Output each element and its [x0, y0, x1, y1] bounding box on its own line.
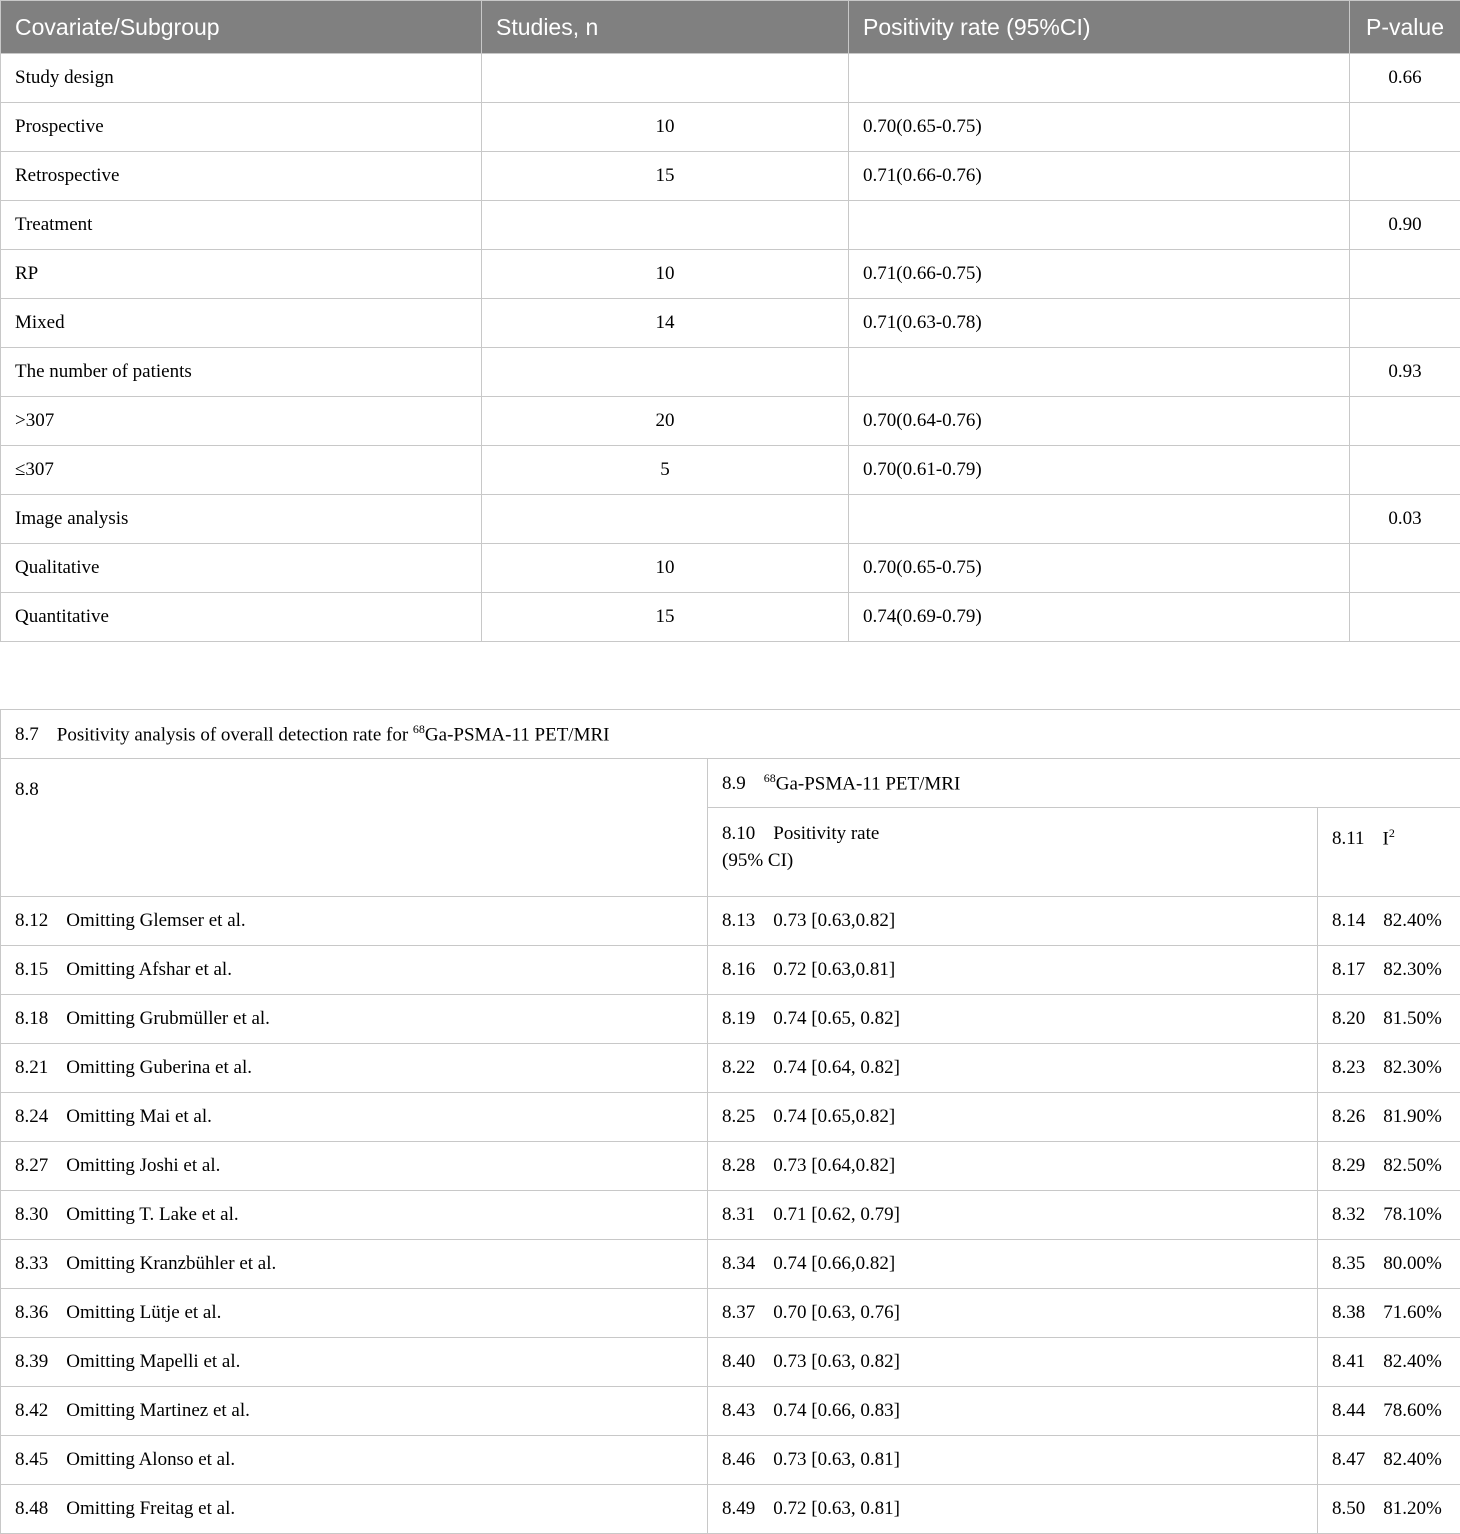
row-number: 8.15 [15, 959, 48, 981]
row-number: 8.37 [722, 1302, 755, 1324]
row-number: 8.18 [15, 1008, 48, 1030]
row-number: 8.46 [722, 1449, 755, 1471]
row-number: 8.32 [1332, 1204, 1365, 1226]
superscript: 68 [413, 722, 425, 736]
cell-value: 0.71 [0.62, 0.79] [773, 1204, 900, 1225]
table-cell: 0.70(0.64-0.76) [849, 397, 1350, 446]
table-row [1, 250, 1460, 299]
cell-value: Omitting Martinez et al. [66, 1400, 250, 1421]
table-cell [1318, 1338, 1460, 1387]
cell-value: Omitting Mapelli et al. [66, 1351, 240, 1372]
table-cell [1, 1142, 708, 1191]
table-cell [708, 897, 1318, 946]
cell-value: 0.74 [0.65, 0.82] [773, 1008, 900, 1029]
column-header: Positivity rate (95%CI) [849, 1, 1350, 54]
cell-value: 82.40% [1383, 910, 1442, 931]
row-number: 8.41 [1332, 1351, 1365, 1373]
table-title-row [1, 710, 1460, 759]
table-cell: 0.71(0.63-0.78) [849, 299, 1350, 348]
cell-value: 0.74 [0.66, 0.83] [773, 1400, 900, 1421]
table-cell [482, 348, 849, 397]
header-cell [1318, 808, 1460, 897]
table-cell: 15 [482, 593, 849, 642]
table-cell [708, 1338, 1318, 1387]
table-cell: 0.71(0.66-0.76) [849, 152, 1350, 201]
table-cell: 0.93 [1350, 348, 1460, 397]
table-cell: 10 [482, 103, 849, 152]
cell-value: 71.60% [1383, 1302, 1442, 1323]
cell-value: Omitting Guberina et al. [66, 1057, 252, 1078]
table-cell: Study design [1, 54, 482, 103]
row-number: 8.21 [15, 1057, 48, 1079]
table-row [1, 897, 1460, 946]
cell-value: 0.73 [0.64,0.82] [773, 1155, 895, 1176]
table-cell [708, 1436, 1318, 1485]
row-number: 8.35 [1332, 1253, 1365, 1275]
table-cell: 20 [482, 397, 849, 446]
table-cell [482, 201, 849, 250]
cell-value: Omitting Joshi et al. [66, 1155, 220, 1176]
row-number: 8.33 [15, 1253, 48, 1275]
table-cell [1350, 103, 1460, 152]
table-row [1, 1387, 1460, 1436]
table-cell [1318, 1093, 1460, 1142]
table-cell [708, 1485, 1318, 1534]
row-number: 8.29 [1332, 1155, 1365, 1177]
row-number: 8.25 [722, 1106, 755, 1128]
column-header: P-value [1350, 1, 1460, 54]
table-cell [708, 1093, 1318, 1142]
table-cell [1350, 152, 1460, 201]
row-number: 8.13 [722, 910, 755, 932]
title-text: Positivity analysis of overall detection rate for [57, 724, 413, 745]
table-cell [708, 946, 1318, 995]
table-body [1, 710, 1460, 1534]
table-cell [708, 1044, 1318, 1093]
table-row [1, 299, 1460, 348]
cell-value: Omitting Mai et al. [66, 1106, 212, 1127]
table-cell [849, 495, 1350, 544]
table-row [1, 446, 1460, 495]
table-cell [1350, 544, 1460, 593]
table-body [1, 54, 1460, 642]
cell-value: 0.70 [0.63, 0.76] [773, 1302, 900, 1323]
table-cell: Mixed [1, 299, 482, 348]
table-row [1, 1142, 1460, 1191]
cell-value: 80.00% [1383, 1253, 1442, 1274]
table-cell [1318, 1485, 1460, 1534]
table-cell: 10 [482, 250, 849, 299]
table-cell: 0.70(0.65-0.75) [849, 103, 1350, 152]
row-number: 8.48 [15, 1498, 48, 1520]
row-number: 8.44 [1332, 1400, 1365, 1422]
table-cell [1318, 946, 1460, 995]
table-cell [1, 1093, 708, 1142]
table-cell [1350, 250, 1460, 299]
table-cell: 14 [482, 299, 849, 348]
row-number: 8.12 [15, 910, 48, 932]
table-row [1, 1240, 1460, 1289]
row-number: 8.8 [15, 779, 39, 800]
table-cell [1318, 897, 1460, 946]
table-cell [482, 54, 849, 103]
table-row [1, 1093, 1460, 1142]
cell-value: 78.60% [1383, 1400, 1442, 1421]
row-number: 8.28 [722, 1155, 755, 1177]
header-row [1, 759, 1460, 808]
table-row [1, 495, 1460, 544]
row-number: 8.23 [1332, 1057, 1365, 1079]
table-cell [1318, 1387, 1460, 1436]
table-cell [1350, 446, 1460, 495]
cell-value: Omitting T. Lake et al. [66, 1204, 238, 1225]
row-number: 8.24 [15, 1106, 48, 1128]
cell-value: 0.73 [0.63, 0.82] [773, 1351, 900, 1372]
table-cell: 0.90 [1350, 201, 1460, 250]
cell-value: Omitting Lütje et al. [66, 1302, 221, 1323]
table-cell [849, 201, 1350, 250]
table-cell [849, 54, 1350, 103]
row-number: 8.10 [722, 820, 755, 847]
table-cell [708, 1191, 1318, 1240]
cell-value: 78.10% [1383, 1204, 1442, 1225]
cell-value: 0.74 [0.64, 0.82] [773, 1057, 900, 1078]
table-row [1, 593, 1460, 642]
header-cell [1, 759, 708, 897]
cell-value: Omitting Kranzbühler et al. [66, 1253, 276, 1274]
row-number: 8.50 [1332, 1498, 1365, 1520]
table-cell: ≤307 [1, 446, 482, 495]
header-text: Positivity rate [773, 823, 879, 844]
row-number: 8.14 [1332, 910, 1365, 932]
table-header-row [1, 1, 1460, 54]
row-number: 8.45 [15, 1449, 48, 1471]
cell-value: Omitting Alonso et al. [66, 1449, 235, 1470]
row-number: 8.9 [722, 773, 746, 795]
cell-value: 0.74 [0.66,0.82] [773, 1253, 895, 1274]
table-row [1, 1436, 1460, 1485]
cell-value: 81.90% [1383, 1106, 1442, 1127]
cell-value: 82.30% [1383, 1057, 1442, 1078]
table-cell: Retrospective [1, 152, 482, 201]
table-cell [1, 1191, 708, 1240]
table-row [1, 1485, 1460, 1534]
table-row [1, 54, 1460, 103]
row-number: 8.27 [15, 1155, 48, 1177]
sensitivity-analysis-table [0, 709, 1460, 1534]
cell-value: Omitting Grubmüller et al. [66, 1008, 270, 1029]
cell-value: 81.50% [1383, 1008, 1442, 1029]
row-number: 8.7 [15, 724, 39, 746]
row-number: 8.40 [722, 1351, 755, 1373]
table-cell [1, 1338, 708, 1387]
row-number: 8.20 [1332, 1008, 1365, 1030]
row-number: 8.43 [722, 1400, 755, 1422]
header-text: Ga-PSMA-11 PET/MRI [776, 773, 961, 794]
header-text: I [1383, 828, 1389, 849]
row-number: 8.39 [15, 1351, 48, 1373]
cell-value: 82.40% [1383, 1351, 1442, 1372]
cell-value: Omitting Afshar et al. [66, 959, 232, 980]
table-cell [1318, 995, 1460, 1044]
header-cell [708, 808, 1318, 897]
table-cell: >307 [1, 397, 482, 446]
table-cell [708, 1387, 1318, 1436]
table-row [1, 1338, 1460, 1387]
table-cell: 15 [482, 152, 849, 201]
table-cell [708, 995, 1318, 1044]
subgroup-analysis-table [0, 0, 1460, 642]
table-cell: Quantitative [1, 593, 482, 642]
table-row [1, 1191, 1460, 1240]
table-cell [1, 897, 708, 946]
title-text-end: Ga-PSMA-11 PET/MRI [425, 724, 610, 745]
table-cell: RP [1, 250, 482, 299]
table-cell [1318, 1289, 1460, 1338]
cell-value: 82.50% [1383, 1155, 1442, 1176]
table-row [1, 348, 1460, 397]
table-cell [708, 1240, 1318, 1289]
table-cell: Prospective [1, 103, 482, 152]
table-cell: 0.70(0.61-0.79) [849, 446, 1350, 495]
table-cell [1, 946, 708, 995]
row-number: 8.26 [1332, 1106, 1365, 1128]
table-row [1, 995, 1460, 1044]
table-cell [1, 995, 708, 1044]
table-cell [1, 1044, 708, 1093]
row-number: 8.17 [1332, 959, 1365, 981]
table-row [1, 103, 1460, 152]
row-number: 8.34 [722, 1253, 755, 1275]
table-cell [1, 1387, 708, 1436]
row-number: 8.38 [1332, 1302, 1365, 1324]
row-number: 8.47 [1332, 1449, 1365, 1471]
table-cell [708, 1142, 1318, 1191]
row-number: 8.42 [15, 1400, 48, 1422]
superscript: 68 [764, 771, 776, 785]
table-row [1, 152, 1460, 201]
table-cell [1350, 593, 1460, 642]
column-header: Studies, n [482, 1, 849, 54]
row-number: 8.16 [722, 959, 755, 981]
cell-value: 81.20% [1383, 1498, 1442, 1519]
table-cell [1, 1240, 708, 1289]
column-header: Covariate/Subgroup [1, 1, 482, 54]
row-number: 8.49 [722, 1498, 755, 1520]
cell-value: 82.30% [1383, 959, 1442, 980]
table-row [1, 946, 1460, 995]
table-row [1, 544, 1460, 593]
table-cell [1318, 1142, 1460, 1191]
table-cell [1318, 1240, 1460, 1289]
table-title [1, 710, 1460, 759]
table-cell [1, 1485, 708, 1534]
table-cell [1, 1289, 708, 1338]
table-cell [849, 348, 1350, 397]
table-cell: Image analysis [1, 495, 482, 544]
table-row [1, 1289, 1460, 1338]
cell-value: 0.73 [0.63,0.82] [773, 910, 895, 931]
table-row [1, 1044, 1460, 1093]
table-cell [708, 1289, 1318, 1338]
table-cell: 10 [482, 544, 849, 593]
cell-value: 0.72 [0.63,0.81] [773, 959, 895, 980]
table-cell [1318, 1191, 1460, 1240]
table-cell: 0.70(0.65-0.75) [849, 544, 1350, 593]
table-cell: 0.66 [1350, 54, 1460, 103]
header-cell [708, 759, 1460, 808]
table-cell: 0.71(0.66-0.75) [849, 250, 1350, 299]
cell-value: Omitting Freitag et al. [66, 1498, 235, 1519]
table-cell [1350, 397, 1460, 446]
table-cell: 5 [482, 446, 849, 495]
table-cell: 0.74(0.69-0.79) [849, 593, 1350, 642]
table-cell [482, 495, 849, 544]
row-number: 8.22 [722, 1057, 755, 1079]
table-cell [1350, 299, 1460, 348]
table-row [1, 397, 1460, 446]
row-number: 8.36 [15, 1302, 48, 1324]
row-number: 8.11 [1332, 825, 1365, 852]
cell-value: Omitting Glemser et al. [66, 910, 245, 931]
row-number: 8.31 [722, 1204, 755, 1226]
row-number: 8.19 [722, 1008, 755, 1030]
row-number: 8.30 [15, 1204, 48, 1226]
table-cell [1318, 1436, 1460, 1485]
table-cell [1318, 1044, 1460, 1093]
table-cell: Qualitative [1, 544, 482, 593]
table-cell: Treatment [1, 201, 482, 250]
cell-value: 0.73 [0.63, 0.81] [773, 1449, 900, 1470]
cell-value: 82.40% [1383, 1449, 1442, 1470]
table-cell: 0.03 [1350, 495, 1460, 544]
table-row [1, 201, 1460, 250]
table-cell [1, 1436, 708, 1485]
header-text: (95% CI) [722, 850, 793, 871]
cell-value: 0.72 [0.63, 0.81] [773, 1498, 900, 1519]
cell-value: 0.74 [0.65,0.82] [773, 1106, 895, 1127]
table-cell: The number of patients [1, 348, 482, 397]
superscript: 2 [1389, 826, 1395, 840]
